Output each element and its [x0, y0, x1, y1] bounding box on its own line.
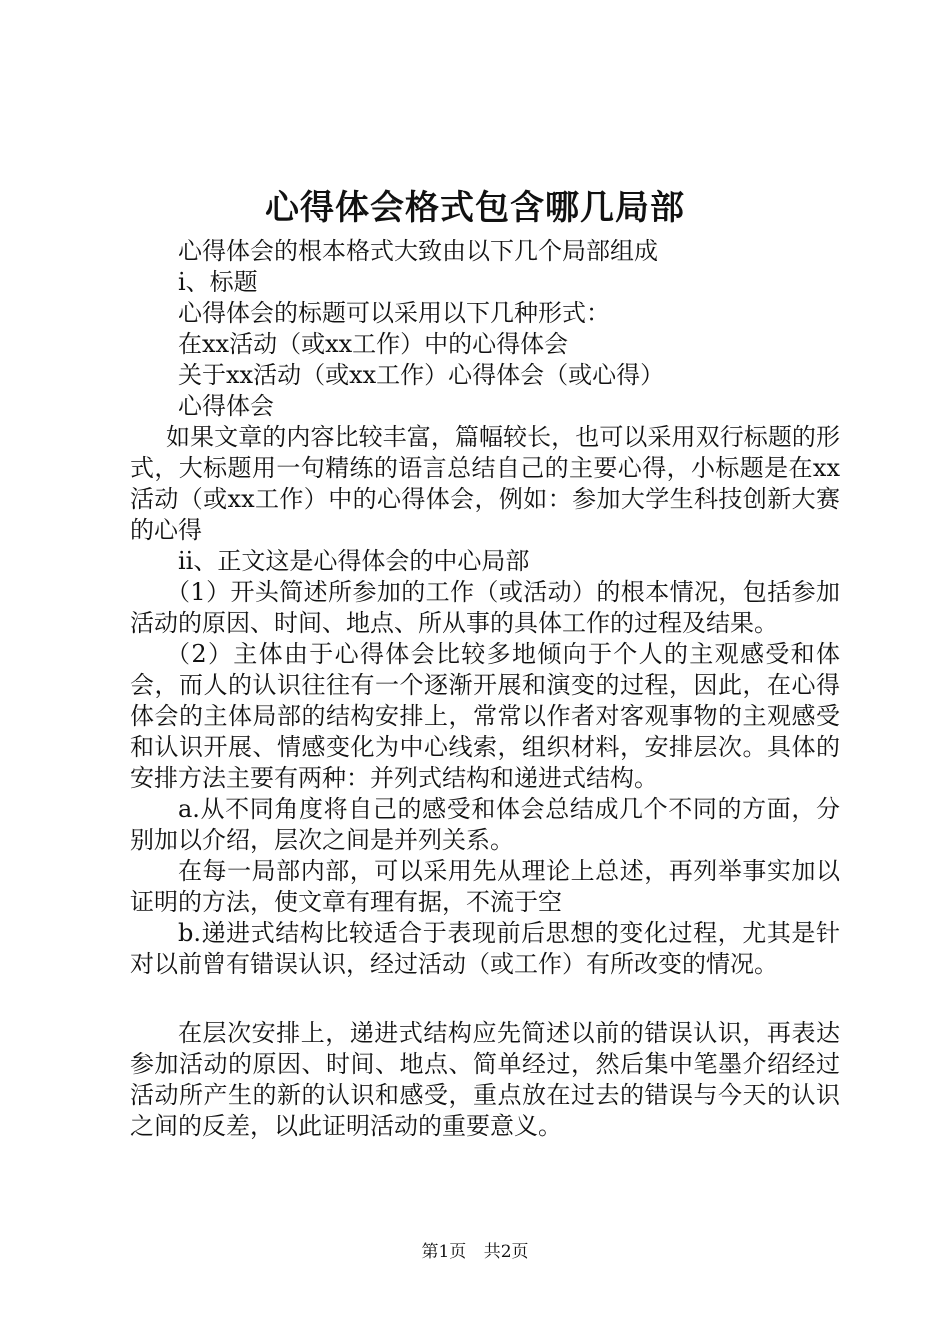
paragraph-spacer — [130, 980, 840, 1018]
paragraph-opening: （1）开头简述所参加的工作（或活动）的根本情况，包括参加活动的原因、时间、地点、所从事的具体工作的过程及结果。 — [130, 578, 840, 637]
paragraph-title-form-1: 在xx活动（或xx工作）中的心得体会 — [178, 330, 569, 358]
paragraph-heading-body: ii、正文这是心得体会的中心局部 — [178, 547, 530, 575]
paragraph-title-form-3: 心得体会 — [178, 392, 274, 420]
paragraph-parallel-structure: a.从不同角度将自己的感受和体会总结成几个不同的方面，分别加以介绍，层次之间是并列关系。 — [130, 795, 840, 854]
page-number: 第1页 — [421, 1242, 467, 1262]
paragraph-double-title: 如果文章的内容比较丰富，篇幅较长，也可以采用双行标题的形式，大标题用一句精练的语言总结自己的主要心得，小标题是在xx活动（或xx工作）中的心得体会，例如：参加大学生科技创新大赛的心得 — [130, 423, 840, 544]
paragraph-title-form-2: 关于xx活动（或xx工作）心得体会（或心得） — [178, 361, 665, 389]
paragraph-progressive-structure: b.递进式结构比较适合于表现前后思想的变化过程，尤其是针对以前曾有错误认识，经过活动（或工作）有所改变的情况。 — [130, 919, 840, 978]
paragraph-layering: 在层次安排上，递进式结构应先简述以前的错误认识，再表达参加活动的原因、时间、地点、简单经过，然后集中笔墨介绍经过活动所产生的新的认识和感受，重点放在过去的错误与今天的认识之间的反差，以此证明活动的重要意义。 — [130, 1019, 840, 1140]
paragraph-title-forms: 心得体会的标题可以采用以下几种形式： — [178, 299, 610, 327]
paragraph-heading-title: i、标题 — [178, 268, 258, 296]
paragraph-intro: 心得体会的根本格式大致由以下几个局部组成 — [178, 237, 658, 265]
document-body — [130, 236, 840, 1142]
paragraph-section-method: 在每一局部内部，可以采用先从理论上总述，再列举事实加以证明的方法，使文章有理有据，不流于空 — [130, 857, 840, 916]
document-title: 心得体会格式包含哪几局部 — [265, 188, 685, 228]
paragraph-main-body: （2）主体由于心得体会比较多地倾向于个人的主观感受和体会，而人的认识往往有一个逐渐开展和演变的过程，因此，在心得体会的主体局部的结构安排上，常常以作者对客观事物的主观感受和认识开展、情感变化为中心线索，组织材料，安排层次。具体的安排方法主要有两种：并列式结构和递进式结构。 — [130, 640, 840, 792]
page-total: 共2页 — [483, 1242, 529, 1262]
page-footer — [0, 1240, 950, 1264]
